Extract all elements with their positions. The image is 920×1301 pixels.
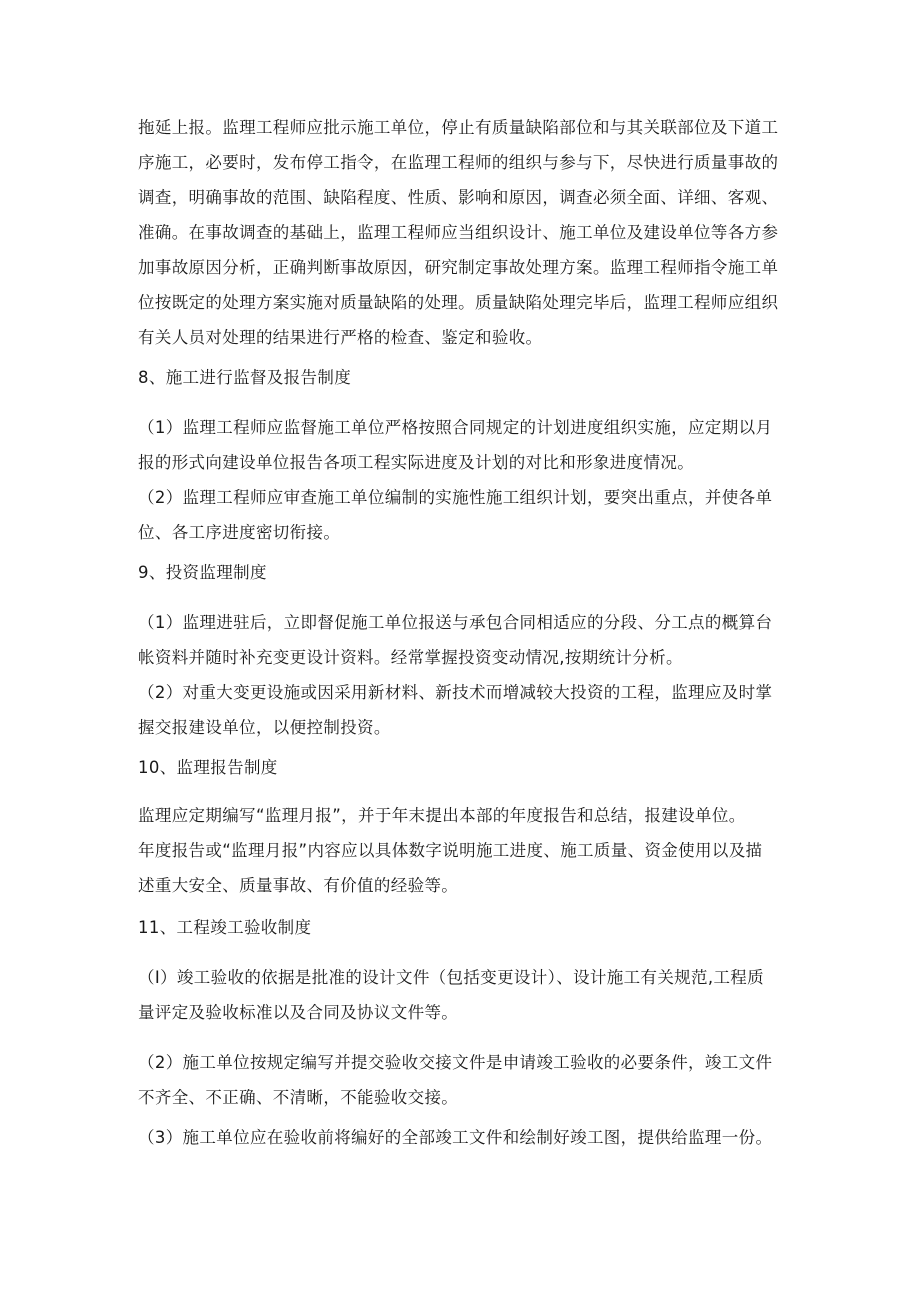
body-text-line: 监理应定期编写“监理月报”，并于年末提出本部的年度报告和总结，报建设单位。 — [138, 806, 746, 825]
body-text-line: 有关人员对处理的结果进行严格的检查、鉴定和验收。 — [138, 328, 543, 347]
body-text-line: （1）监理工程师应监督施工单位严格按照合同规定的计划进度组织实施，应定期以月 — [138, 418, 773, 437]
section-heading: 11、工程竣工验收制度 — [138, 918, 312, 937]
body-text-line: 加事故原因分析，正确判断事故原因，研究制定事故处理方案。监理工程师指令施工单 — [138, 258, 779, 277]
body-text-line: 帐资料并随时补充变更设计资料。经常掌握投资变动情况,按期统计分析。 — [138, 648, 683, 667]
body-text-line: （1）监理进驻后，立即督促施工单位报送与承包合同相适应的分段、分工点的概算台 — [138, 613, 773, 632]
section-heading: 9、投资监理制度 — [138, 563, 267, 582]
section-heading: 10、监理报告制度 — [138, 758, 278, 777]
body-text-line: 年度报告或“监理月报”内容应以具体数字说明施工进度、施工质量、资金使用以及描 — [138, 841, 763, 860]
body-text-line: 位、各工序进度密切衔接。 — [138, 523, 341, 542]
body-text-line: （2）监理工程师应审查施工单位编制的实施性施工组织计划，要突出重点，并使各单 — [138, 488, 773, 507]
body-text-line: （3）施工单位应在验收前将编好的全部竣工文件和绘制好竣工图，提供给监理一份。 — [138, 1128, 773, 1147]
body-text-line: 序施工，必要时，发布停工指令，在监理工程师的组织与参与下，尽快进行质量事故的 — [138, 153, 779, 172]
section-heading: 8、施工进行监督及报告制度 — [138, 368, 352, 387]
body-text-line: （2）对重大变更设施或因采用新材料、新技术而增减较大投资的工程，监理应及时掌 — [138, 683, 773, 702]
body-text-line: 拖延上报。监理工程师应批示施工单位，停止有质量缺陷部位和与其关联部位及下道工 — [138, 118, 779, 137]
body-text-line: （I）竣工验收的依据是批准的设计文件（包括变更设计）、设计施工有关规范,工程质 — [138, 968, 765, 987]
body-text-line: 报的形式向建设单位报告各项工程实际进度及计划的对比和形象进度情况。 — [138, 453, 695, 472]
body-text-line: 调查，明确事故的范围、缺陷程度、性质、影响和原因，调查必须全面、详细、客观、 — [138, 188, 779, 207]
body-text-line: 位按既定的处理方案实施对质量缺陷的处理。质量缺陷处理完毕后，监理工程师应组织 — [138, 293, 779, 312]
body-text-line: 准确。在事故调查的基础上，监理工程师应当组织设计、施工单位及建设单位等各方参 — [138, 223, 779, 242]
body-text-line: 述重大安全、质量事故、有价值的经验等。 — [138, 876, 459, 895]
body-text-line: 握交报建设单位，以便控制投资。 — [138, 718, 391, 737]
body-text-line: （2）施工单位按规定编写并提交验收交接文件是申请竣工验收的必要条件，竣工文件 — [138, 1053, 773, 1072]
body-text-line: 不齐全、不正确、不清晰，不能验收交接。 — [138, 1088, 459, 1107]
body-text-line: 量评定及验收标准以及合同及协议文件等。 — [138, 1003, 459, 1022]
